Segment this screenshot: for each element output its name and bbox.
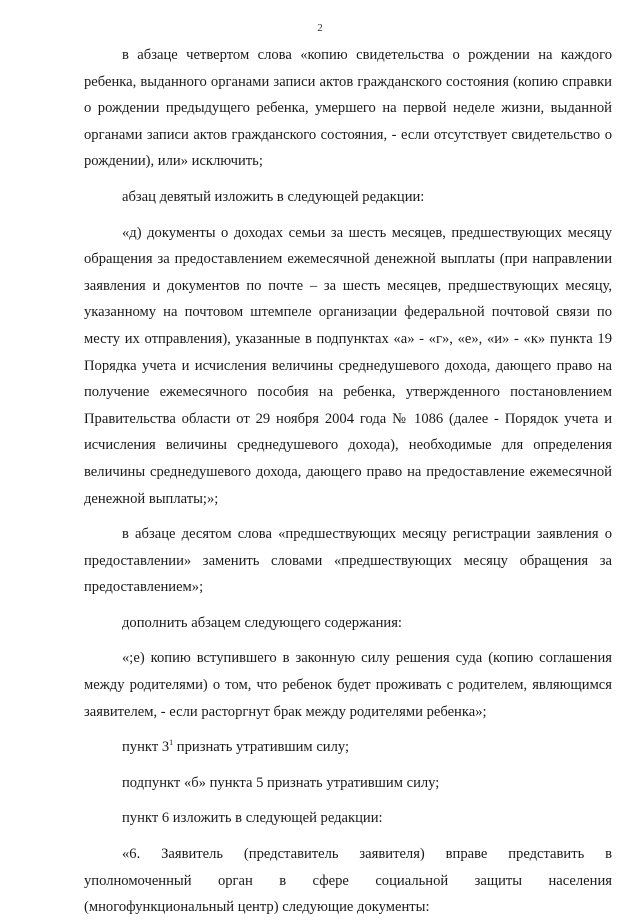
paragraph-5: дополнить абзацем следующего содержания:	[122, 614, 402, 631]
item-3-1-suffix: признать утратившим силу;	[173, 739, 350, 756]
paragraph-9: пункт 6 изложить в следующей редакции:	[122, 810, 383, 827]
paragraph-7	[84, 734, 612, 761]
paragraph-6: «;е) копию вступившего в законную силу решения суда (копию соглашения между родителями) о том, что ребенок будет проживать с родителем, являющимся заявителем, - если расторгнут брак между родителями ребенка»;	[84, 650, 612, 720]
paragraph-2: абзац девятый изложить в следующей редакции:	[122, 188, 425, 205]
paragraph-10: «6. Заявитель (представитель заявителя) вправе представить в уполномоченный орган в сфере социальной защиты населения (многофункциональный центр) следующие документы:	[84, 846, 612, 916]
paragraph-1: в абзаце четвертом слова «копию свидетельства о рождении на каждого ребенка, выданного органами записи актов гражданского состояния (копию справки о рождении предыдущего ребенка, умершего на первой неделе жизни, выданной органами записи актов гражданского состояния, - если отсутствует свидетельство о рождении), или» исключить;	[84, 47, 612, 170]
paragraph-4: в абзаце десятом слова «предшествующих месяцу регистрации заявления о предоставлении» заменить словами «предшествующих месяцу обращения за предоставлением»;	[84, 526, 612, 596]
paragraph-3: «д) документы о доходах семьи за шесть месяцев, предшествующих месяцу обращения за предоставлением ежемесячной денежной выплаты (при направлении заявления и документов по почте – за шесть месяцев, предшествующих месяцу, указанному на почтовом штемпеле организации федеральной почтовой связи по месту их отправления), указанные в подпунктах «а» - «г», «е», «и» - «к» пункта 19 Порядка учета и исчисления величины среднедушевого дохода, дающего право на получение ежемесячного пособия на ребенка, утвержденного постановлением Правительства области от 29 ноября 2004 года № 1086 (далее - Порядок учета и исчисления величины среднедушевого дохода), необходимые для определения величины среднедушевого дохода, дающего право на предоставление ежемесячной денежной выплаты;»;	[84, 224, 612, 507]
page-number: 2	[317, 22, 323, 34]
item-3-1-prefix: пункт 3	[122, 739, 170, 756]
document-body	[84, 42, 612, 921]
paragraph-8: подпункт «б» пункта 5 признать утратившим силу;	[122, 774, 440, 791]
item-3-1-superscript: 1	[169, 738, 174, 748]
